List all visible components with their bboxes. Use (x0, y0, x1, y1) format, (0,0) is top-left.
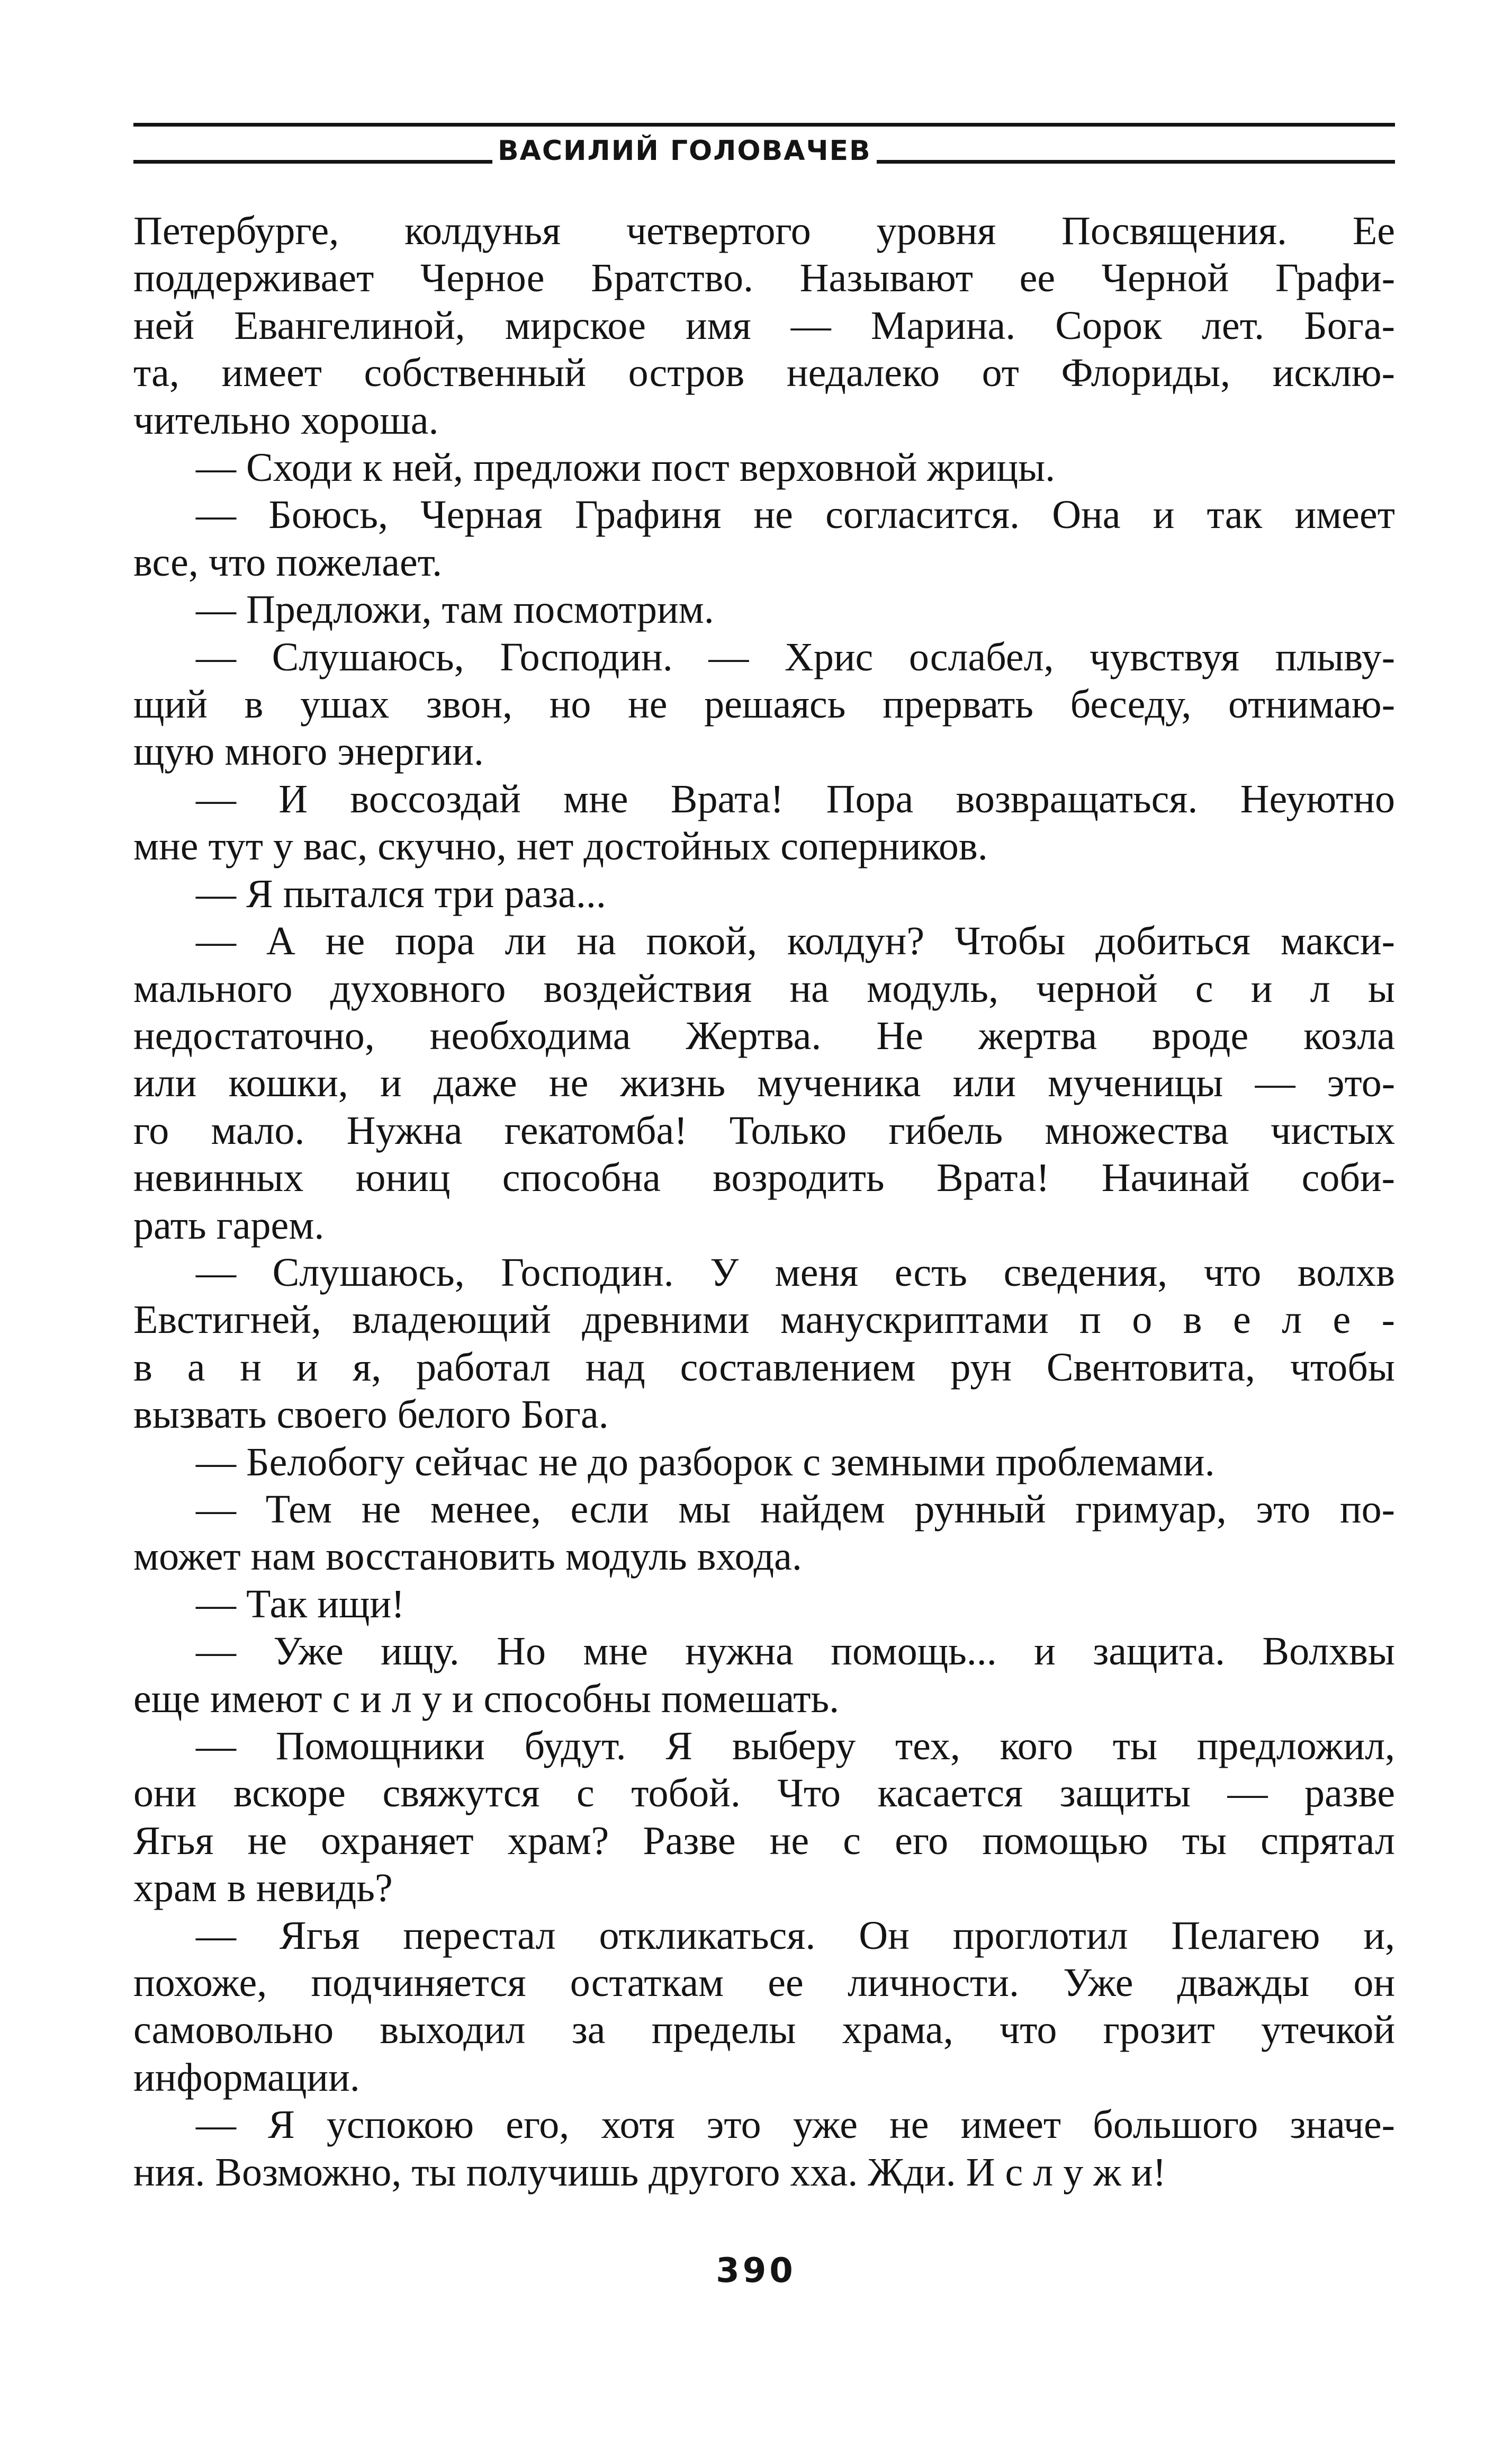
text-line: ния. Возможно, ты получишь другого хха. Жди. И с л у ж и! (133, 2150, 1166, 2195)
text-line: недостаточно, необходима Жертва. Не жертва вроде козла (133, 1013, 1395, 1058)
paragraph (133, 1249, 1395, 1439)
running-head: ВАСИЛИЙ ГОЛОВАЧЕВ (492, 135, 877, 167)
text-line: — Я успокою его, хотя это уже не имеет большого значе- (196, 2102, 1395, 2147)
text-line: — И воссоздай мне Врата! Пора возвращаться. Неуютно (196, 776, 1395, 821)
text-line: — Слушаюсь, Господин. — Хрис ослабел, чувствуя плыву- (196, 634, 1395, 679)
text-line: щую много энергии. (133, 729, 484, 774)
text-line: та, имеет собственный остров недалеко от Флориды, исклю- (133, 351, 1395, 396)
paragraph (133, 1581, 1395, 1628)
header-rule-top (133, 123, 1395, 127)
paragraph (133, 1628, 1395, 1723)
text-line: — Белобогу сейчас не до разборок с земными проблемами. (196, 1439, 1215, 1484)
paragraph (133, 776, 1395, 871)
text-line: щий в ушах звон, но не решаясь прервать беседу, отнимаю- (133, 682, 1395, 727)
text-line: — Сходи к ней, предложи пост верховной жрицы. (196, 445, 1056, 490)
text-line: мне тут у вас, скучно, нет достойных соперников. (133, 824, 988, 869)
text-line: — Я пытался три раза... (196, 871, 606, 916)
paragraph (133, 1486, 1395, 1581)
paragraph (133, 208, 1395, 444)
text-line: — Тем не менее, если мы найдем рунный гримуар, это по- (196, 1487, 1395, 1532)
text-line: все, что пожелает. (133, 540, 443, 585)
paragraph (133, 1912, 1395, 2102)
text-line: го мало. Нужна гекатомба! Только гибель множества чистых (133, 1108, 1395, 1153)
text-line: еще имеют с и л у и способны помешать. (133, 1676, 840, 1721)
text-line: в а н и я, работал над составлением рун Свентовита, чтобы (133, 1345, 1395, 1390)
text-line: Петербурге, колдунья четвертого уровня Посвящения. Ее (133, 209, 1395, 253)
text-line: похоже, подчиняется остаткам ее личности. Уже дважды он (133, 1960, 1395, 2006)
text-line: информации. (133, 2055, 360, 2100)
paragraph (133, 586, 1395, 633)
body-text (133, 208, 1395, 2196)
text-line: — Слушаюсь, Господин. У меня есть сведения, что волхв (196, 1250, 1395, 1295)
text-line: невинных юниц способна возродить Врата! Начинай соби- (133, 1156, 1395, 1201)
paragraph (133, 1439, 1395, 1486)
text-line: мального духовного воздействия на модуль, черной с и л ы (133, 966, 1395, 1011)
text-line: может нам восстановить модуль входа. (133, 1534, 802, 1579)
text-line: самовольно выходил за пределы храма, что грозит утечкой (133, 2008, 1395, 2053)
paragraph (133, 634, 1395, 776)
paragraph (133, 491, 1395, 586)
paragraph (133, 871, 1395, 918)
text-line: — Помощники будут. Я выберу тех, кого ты предложил, (196, 1724, 1395, 1768)
text-line: Ягья не охраняет храм? Разве не с его помощью ты спрятал (133, 1818, 1395, 1863)
text-line: Евстигней, владеющий древними манускриптами п о в е л е - (133, 1297, 1395, 1342)
text-line: ней Евангелиной, мирское имя — Марина. Сорок лет. Бога- (133, 303, 1395, 348)
text-line: — Боюсь, Черная Графиня не согласится. Она и так имеет (196, 493, 1395, 538)
page-number: 390 (716, 2251, 796, 2290)
paragraph (133, 2101, 1395, 2196)
text-line: поддерживает Черное Братство. Называют ее Черной Графи- (133, 256, 1395, 301)
text-line: — Ягья перестал откликаться. Он проглотил Пелагею и, (196, 1913, 1395, 1958)
text-line: — А не пора ли на покой, колдун? Чтобы добиться макси- (196, 919, 1395, 964)
text-line: они вскоре свяжутся с тобой. Что касается защиты — разве (133, 1771, 1395, 1816)
text-line: — Уже ищу. Но мне нужна помощь... и защита. Волхвы (196, 1629, 1395, 1674)
text-line: — Так ищи! (196, 1581, 405, 1626)
text-line: рать гарем. (133, 1203, 325, 1248)
text-line: храм в невидь? (133, 1866, 393, 1911)
paragraph (133, 444, 1395, 491)
text-line: чительно хороша. (133, 398, 439, 443)
text-line: — Предложи, там посмотрим. (196, 587, 714, 632)
paragraph (133, 1723, 1395, 1912)
text-line: или кошки, и даже не жизнь мученика или мученицы — это- (133, 1061, 1395, 1106)
text-line: вызвать своего белого Бога. (133, 1392, 609, 1437)
paragraph (133, 918, 1395, 1249)
